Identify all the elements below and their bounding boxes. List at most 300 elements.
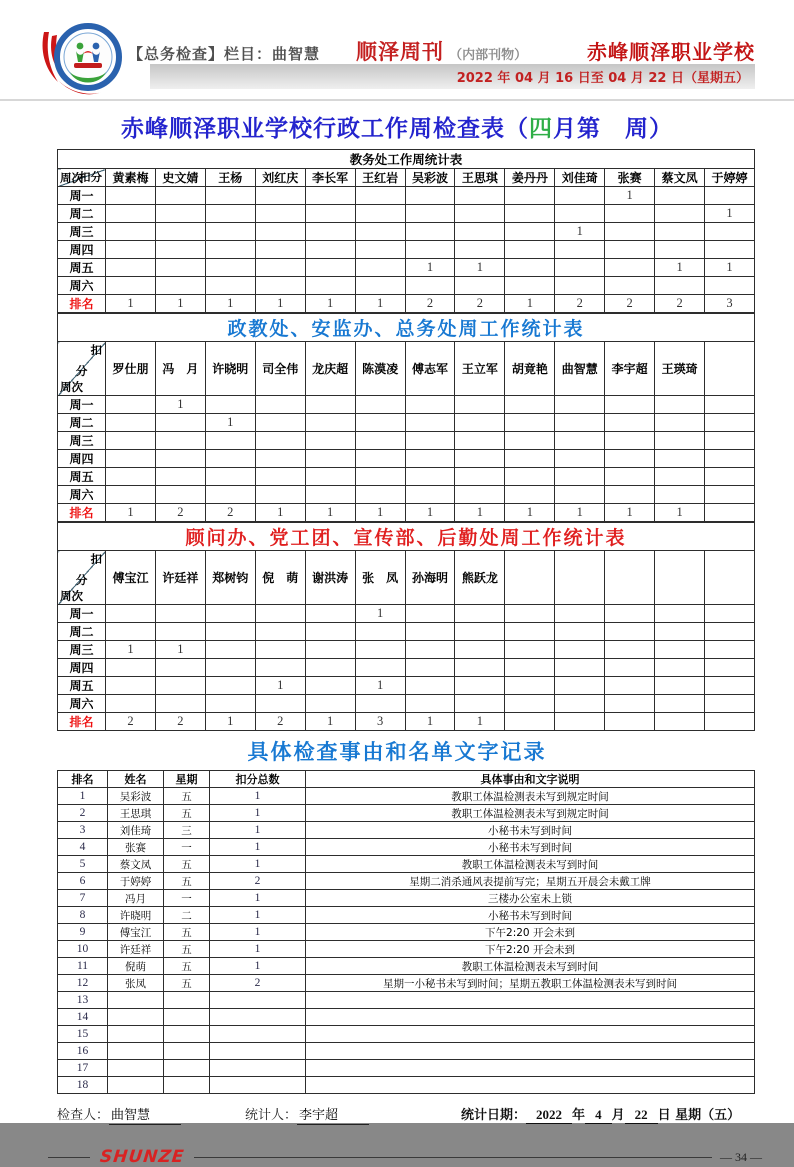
corner-label: 分 xyxy=(75,572,88,587)
corner-label: 周次 xyxy=(60,379,83,394)
staff-name-header: 曲智慧 xyxy=(555,342,605,396)
deduction-cell xyxy=(505,486,555,504)
deduction-cell xyxy=(405,486,455,504)
week-row-label: 周三 xyxy=(58,641,106,659)
deduction-cell xyxy=(455,223,505,241)
deduction-cell xyxy=(255,414,305,432)
deduction-cell xyxy=(455,659,505,677)
deduction-cell xyxy=(355,641,405,659)
deduction-cell xyxy=(155,450,205,468)
detail-rank: 18 xyxy=(58,1077,108,1094)
deduction-cell xyxy=(205,605,255,623)
deduction-cell xyxy=(705,677,755,695)
detail-row xyxy=(58,992,755,1009)
deduction-cell xyxy=(655,641,705,659)
deduction-cell xyxy=(555,623,605,641)
detail-weekday xyxy=(164,1060,210,1077)
deduction-cell xyxy=(305,486,355,504)
deduction-cell: 1 xyxy=(655,259,705,277)
stats-table-2 xyxy=(57,313,755,522)
rank-cell: 1 xyxy=(505,504,555,522)
deduction-cell xyxy=(505,241,555,259)
deduction-cell xyxy=(355,659,405,677)
staff-name-header: 于婷婷 xyxy=(705,169,755,187)
detail-col-header: 姓名 xyxy=(108,771,164,788)
rank-cell: 2 xyxy=(455,295,505,313)
rank-cell: 2 xyxy=(655,295,705,313)
staff-name-header: 蔡文凤 xyxy=(655,169,705,187)
corner-cell xyxy=(58,342,106,396)
deduction-cell xyxy=(205,450,255,468)
detail-reason: 星期二消杀通风表提前写完；星期五开晨会未戴工牌 xyxy=(306,873,755,890)
staff-name-header: 王红岩 xyxy=(355,169,405,187)
rank-cell: 1 xyxy=(106,504,156,522)
brand-rule-right xyxy=(194,1157,712,1158)
staff-name-header: 李长军 xyxy=(305,169,355,187)
deduction-cell xyxy=(555,468,605,486)
deduction-cell xyxy=(405,223,455,241)
detail-reason xyxy=(306,1026,755,1043)
detail-row xyxy=(58,788,755,805)
deduction-cell xyxy=(605,277,655,295)
week-row-label: 周一 xyxy=(58,605,106,623)
deduction-cell xyxy=(555,277,605,295)
week-row-label: 周四 xyxy=(58,241,106,259)
detail-reason: 教职工体温检测表未写到规定时间 xyxy=(306,788,755,805)
deduction-cell xyxy=(505,641,555,659)
deduction-cell xyxy=(255,205,305,223)
deduction-cell xyxy=(305,623,355,641)
detail-row xyxy=(58,941,755,958)
detail-reason: 星期一小秘书未写到时间；星期五教职工体温检测表未写到时间 xyxy=(306,975,755,992)
deduction-cell xyxy=(155,677,205,695)
detail-row xyxy=(58,958,755,975)
deduction-cell xyxy=(405,396,455,414)
deduction-cell xyxy=(405,695,455,713)
week-row-label: 周三 xyxy=(58,432,106,450)
detail-reason: 教职工体温检测表未写到时间 xyxy=(306,856,755,873)
stat-date-year-unit: 年 xyxy=(572,1108,586,1123)
deduction-cell xyxy=(205,677,255,695)
deduction-cell xyxy=(106,659,156,677)
deduction-cell xyxy=(605,677,655,695)
deduction-cell xyxy=(605,223,655,241)
deduction-cell xyxy=(305,641,355,659)
deduction-cell xyxy=(555,241,605,259)
rank-cell xyxy=(605,713,655,731)
deduction-cell xyxy=(106,468,156,486)
stats-table-3 xyxy=(57,522,755,731)
week-row-label: 周二 xyxy=(58,623,106,641)
deduction-cell xyxy=(155,432,205,450)
issue-date-range: 2022 年 04 月 16 日至 04 月 22 日（星期五） xyxy=(456,71,749,86)
deduction-cell xyxy=(605,486,655,504)
deduction-cell xyxy=(605,241,655,259)
deduction-cell xyxy=(655,486,705,504)
deduction-cell xyxy=(205,659,255,677)
detail-reason: 教职工体温检测表未写到时间 xyxy=(306,958,755,975)
detail-total xyxy=(210,1026,306,1043)
deduction-cell xyxy=(605,659,655,677)
deduction-cell xyxy=(655,468,705,486)
deduction-cell xyxy=(205,205,255,223)
rank-cell: 2 xyxy=(205,504,255,522)
detail-row xyxy=(58,1077,755,1094)
week-row-label: 周六 xyxy=(58,695,106,713)
rank-cell: 3 xyxy=(705,295,755,313)
detail-rank: 6 xyxy=(58,873,108,890)
deduction-cell xyxy=(555,677,605,695)
deduction-cell xyxy=(355,259,405,277)
stat-date-year: 2022 xyxy=(526,1107,572,1124)
deduction-cell xyxy=(355,277,405,295)
deduction-cell: 1 xyxy=(455,259,505,277)
deduction-cell xyxy=(405,450,455,468)
deduction-cell xyxy=(155,187,205,205)
detail-rank: 8 xyxy=(58,907,108,924)
detail-name: 许廷祥 xyxy=(108,941,164,958)
detail-rank: 5 xyxy=(58,856,108,873)
detail-row xyxy=(58,907,755,924)
deduction-cell: 1 xyxy=(355,605,405,623)
deduction-cell xyxy=(155,205,205,223)
detail-total: 1 xyxy=(210,941,306,958)
corner-label: 分 xyxy=(75,363,88,378)
brand-rule-left xyxy=(48,1157,90,1158)
deduction-cell xyxy=(505,659,555,677)
detail-rank: 12 xyxy=(58,975,108,992)
deduction-cell xyxy=(455,450,505,468)
deduction-cell xyxy=(205,468,255,486)
deduction-cell xyxy=(355,205,405,223)
deduction-cell xyxy=(355,450,405,468)
staff-name-header: 罗仕朋 xyxy=(106,342,156,396)
deduction-cell xyxy=(405,677,455,695)
weekly-stat-tables xyxy=(57,149,755,731)
deduction-cell xyxy=(255,396,305,414)
corner-label: 周次 xyxy=(60,170,83,185)
signature-row xyxy=(57,1104,755,1125)
rank-cell: 2 xyxy=(106,713,156,731)
deduction-cell xyxy=(305,414,355,432)
deduction-cell xyxy=(106,414,156,432)
detail-weekday: 一 xyxy=(164,890,210,907)
rank-cell: 1 xyxy=(505,295,555,313)
deduction-cell xyxy=(305,205,355,223)
deduction-cell xyxy=(555,659,605,677)
staff-name-header: 郑树钧 xyxy=(205,551,255,605)
detail-name xyxy=(108,1077,164,1094)
detail-total: 1 xyxy=(210,788,306,805)
deduction-cell xyxy=(655,659,705,677)
staff-name-header xyxy=(555,551,605,605)
detail-total: 1 xyxy=(210,924,306,941)
detail-rank: 4 xyxy=(58,839,108,856)
deduction-cell xyxy=(655,241,705,259)
deduction-cell xyxy=(255,277,305,295)
corner-cell xyxy=(58,551,106,605)
deduction-cell xyxy=(555,486,605,504)
deduction-cell xyxy=(255,432,305,450)
staff-name-header: 张赛 xyxy=(605,169,655,187)
rank-cell: 1 xyxy=(255,295,305,313)
detail-weekday xyxy=(164,1026,210,1043)
deduction-cell xyxy=(205,223,255,241)
deduction-cell xyxy=(505,623,555,641)
deduction-cell xyxy=(255,695,305,713)
stat-date-month-unit: 月 xyxy=(611,1108,625,1123)
deduction-cell xyxy=(205,695,255,713)
deduction-cell xyxy=(305,187,355,205)
deduction-cell: 1 xyxy=(705,205,755,223)
deduction-cell xyxy=(405,187,455,205)
page-title xyxy=(0,110,794,143)
detail-reason: 小秘书未写到时间 xyxy=(306,907,755,924)
deduction-cell xyxy=(405,241,455,259)
detail-total: 1 xyxy=(210,856,306,873)
deduction-cell xyxy=(355,396,405,414)
deduction-cell xyxy=(505,396,555,414)
deduction-cell xyxy=(555,450,605,468)
deduction-cell xyxy=(205,241,255,259)
statistician-name: 李宇超 xyxy=(297,1104,369,1125)
deduction-cell xyxy=(205,259,255,277)
detail-total: 1 xyxy=(210,839,306,856)
deduction-cell xyxy=(655,677,705,695)
week-row-label: 周二 xyxy=(58,414,106,432)
deduction-cell xyxy=(505,450,555,468)
rank-cell xyxy=(505,713,555,731)
deduction-cell xyxy=(155,659,205,677)
detail-total xyxy=(210,1077,306,1094)
deduction-cell xyxy=(455,187,505,205)
deduction-cell xyxy=(106,695,156,713)
corner-label: 扣 xyxy=(90,552,102,566)
week-row-label: 周一 xyxy=(58,396,106,414)
deduction-cell xyxy=(405,641,455,659)
detail-total: 1 xyxy=(210,958,306,975)
school-name: 赤峰顺泽职业学校 xyxy=(587,40,755,64)
deduction-cell xyxy=(205,486,255,504)
detail-reason xyxy=(306,992,755,1009)
rank-cell: 1 xyxy=(405,504,455,522)
detail-row xyxy=(58,873,755,890)
deduction-cell xyxy=(205,432,255,450)
deduction-cell xyxy=(505,677,555,695)
deduction-cell xyxy=(605,468,655,486)
detail-row xyxy=(58,890,755,907)
staff-name-header: 熊跃龙 xyxy=(455,551,505,605)
deduction-cell: 1 xyxy=(405,259,455,277)
week-row-label: 周六 xyxy=(58,277,106,295)
deduction-cell xyxy=(106,396,156,414)
detail-col-header: 具体事由和文字说明 xyxy=(306,771,755,788)
deduction-cell xyxy=(155,241,205,259)
deduction-cell xyxy=(305,695,355,713)
detail-col-header: 扣分总数 xyxy=(210,771,306,788)
rank-cell: 1 xyxy=(455,713,505,731)
detail-total xyxy=(210,1043,306,1060)
deduction-cell xyxy=(305,450,355,468)
detail-rank: 7 xyxy=(58,890,108,907)
deduction-cell xyxy=(355,414,405,432)
deduction-cell xyxy=(255,641,305,659)
staff-name-header: 傅宝江 xyxy=(106,551,156,605)
detail-total: 2 xyxy=(210,975,306,992)
deduction-cell xyxy=(655,223,705,241)
deduction-cell xyxy=(205,623,255,641)
detail-name: 王思琪 xyxy=(108,805,164,822)
detail-row xyxy=(58,805,755,822)
week-row-label: 周一 xyxy=(58,187,106,205)
brand-name: SHUNZE xyxy=(98,1147,186,1167)
deduction-cell xyxy=(505,187,555,205)
deduction-cell: 1 xyxy=(355,677,405,695)
detail-weekday: 五 xyxy=(164,805,210,822)
rank-cell: 2 xyxy=(405,295,455,313)
deduction-cell xyxy=(255,468,305,486)
stat-date xyxy=(461,1104,740,1123)
column-section-label: 【总务检查】栏目：曲智慧 xyxy=(128,45,321,63)
deduction-cell xyxy=(355,623,405,641)
detail-col-header: 排名 xyxy=(58,771,108,788)
deduction-cell xyxy=(255,450,305,468)
deduction-cell xyxy=(255,241,305,259)
deduction-cell xyxy=(255,187,305,205)
detail-col-header: 星期 xyxy=(164,771,210,788)
deduction-cell xyxy=(655,187,705,205)
rank-cell: 1 xyxy=(555,504,605,522)
deduction-cell xyxy=(705,486,755,504)
deduction-cell: 1 xyxy=(705,259,755,277)
detail-rank: 11 xyxy=(58,958,108,975)
detail-total xyxy=(210,1060,306,1077)
rank-cell: 1 xyxy=(255,504,305,522)
detail-row xyxy=(58,856,755,873)
deduction-cell xyxy=(505,259,555,277)
detail-rank: 1 xyxy=(58,788,108,805)
deduction-cell xyxy=(605,605,655,623)
deduction-cell xyxy=(305,677,355,695)
deduction-cell xyxy=(305,223,355,241)
detail-row xyxy=(58,1060,755,1077)
deduction-cell xyxy=(505,432,555,450)
detail-section-title: 具体检查事由和名单文字记录 xyxy=(247,740,547,764)
deduction-cell xyxy=(555,695,605,713)
detail-name: 张赛 xyxy=(108,839,164,856)
deduction-cell xyxy=(505,205,555,223)
deduction-cell xyxy=(505,468,555,486)
rank-cell xyxy=(555,713,605,731)
deduction-cell xyxy=(155,695,205,713)
detail-total: 1 xyxy=(210,822,306,839)
week-row-label: 周六 xyxy=(58,486,106,504)
detail-name: 傅宝江 xyxy=(108,924,164,941)
detail-record-table xyxy=(57,770,755,1094)
deduction-cell xyxy=(455,486,505,504)
rank-cell: 1 xyxy=(205,713,255,731)
deduction-cell xyxy=(705,414,755,432)
detail-weekday: 五 xyxy=(164,941,210,958)
detail-rank: 15 xyxy=(58,1026,108,1043)
detail-weekday: 二 xyxy=(164,907,210,924)
staff-name-header: 傅志军 xyxy=(405,342,455,396)
corner-label: 周次 xyxy=(60,588,83,603)
deduction-cell xyxy=(106,259,156,277)
corner-label: 扣 xyxy=(90,343,102,357)
rank-cell xyxy=(655,713,705,731)
deduction-cell xyxy=(155,468,205,486)
deduction-cell xyxy=(505,414,555,432)
deduction-cell xyxy=(655,205,705,223)
deduction-cell xyxy=(455,623,505,641)
deduction-cell xyxy=(355,486,405,504)
week-row-label: 周五 xyxy=(58,468,106,486)
week-row-label: 周五 xyxy=(58,259,106,277)
detail-row xyxy=(58,975,755,992)
deduction-cell xyxy=(355,187,405,205)
detail-weekday: 五 xyxy=(164,975,210,992)
detail-name xyxy=(108,1060,164,1077)
detail-weekday: 五 xyxy=(164,788,210,805)
staff-name-header xyxy=(605,551,655,605)
detail-weekday: 一 xyxy=(164,839,210,856)
deduction-cell xyxy=(605,396,655,414)
week-row-label: 周五 xyxy=(58,677,106,695)
staff-name-header: 陈漠凌 xyxy=(355,342,405,396)
staff-name-header: 孙海明 xyxy=(405,551,455,605)
deduction-cell xyxy=(705,605,755,623)
deduction-cell xyxy=(405,432,455,450)
deduction-cell xyxy=(705,223,755,241)
rank-row-label: 排名 xyxy=(58,504,106,522)
detail-weekday: 五 xyxy=(164,924,210,941)
staff-name-header: 胡竟艳 xyxy=(505,342,555,396)
detail-name: 刘佳琦 xyxy=(108,822,164,839)
deduction-cell xyxy=(255,486,305,504)
deduction-cell: 1 xyxy=(255,677,305,695)
stats-table-title: 顾问办、党工团、宣传部、后勤处周工作统计表 xyxy=(58,523,755,551)
detail-name: 冯月 xyxy=(108,890,164,907)
deduction-cell xyxy=(305,468,355,486)
deduction-cell xyxy=(605,205,655,223)
deduction-cell xyxy=(655,605,705,623)
detail-reason: 小秘书未写到时间 xyxy=(306,839,755,856)
rank-cell: 1 xyxy=(205,295,255,313)
detail-name: 于婷婷 xyxy=(108,873,164,890)
deduction-cell xyxy=(555,641,605,659)
detail-row xyxy=(58,822,755,839)
deduction-cell xyxy=(655,623,705,641)
deduction-cell xyxy=(305,241,355,259)
week-row-label: 周三 xyxy=(58,223,106,241)
deduction-cell xyxy=(455,241,505,259)
detail-row xyxy=(58,839,755,856)
deduction-cell: 1 xyxy=(106,641,156,659)
corner-label: 扣分 xyxy=(79,170,102,184)
deduction-cell xyxy=(155,605,205,623)
stat-date-label: 统计日期： xyxy=(461,1108,527,1123)
detail-reason: 教职工体温检测表未写到规定时间 xyxy=(306,805,755,822)
deduction-cell: 1 xyxy=(205,414,255,432)
deduction-cell xyxy=(305,277,355,295)
deduction-cell xyxy=(305,259,355,277)
deduction-cell xyxy=(455,432,505,450)
detail-row xyxy=(58,924,755,941)
detail-reason xyxy=(306,1043,755,1060)
deduction-cell xyxy=(155,623,205,641)
deduction-cell xyxy=(355,223,405,241)
